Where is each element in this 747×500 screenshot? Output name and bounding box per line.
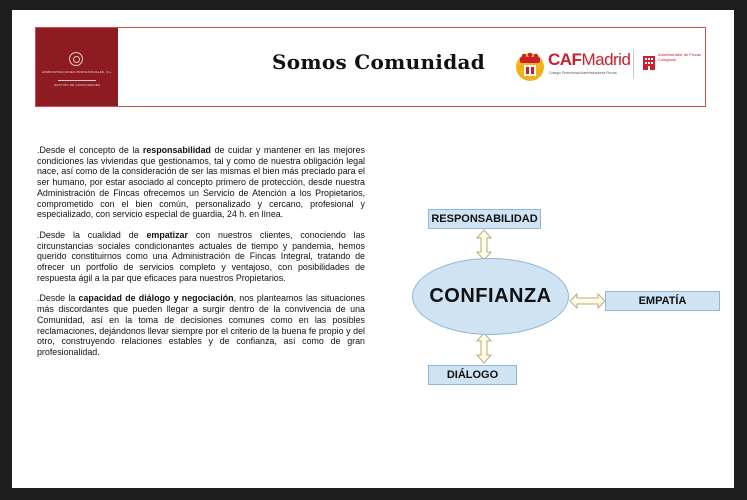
p1-post: de cuidar y mantener en las mejores condiciones las viviendas que gestionamos, tal y como de nuestra obligación legal nace, así como de la consideración de ser las mismas el bien más preciado para el ser humano, por estar asociado al concepto primero de protección, desde nuestra Administración de Fincas ofrecemos un Servicio de Atención a los Propietarios, comprometido con el bien común, personalizado y cercano, profesional y especializado, con servicio especial de guardia, 24 h. en línea. [37, 145, 365, 220]
p3-post: , nos planteamos las situaciones más discordantes que pueden llegar a surgir dentro de la convivencia de una Comunidad, así en la toma de decisiones comunes como en las posibles reclamaciones, dejándonos llevar siempre por el criterio de la buena fe propio y del otro, construyendo relaciones estables y de confianza, así como de gran profesionalidad. [37, 293, 365, 357]
caf-name-bold: CAF [548, 50, 582, 69]
p2-keyword: empatizar [146, 229, 188, 240]
arrow-bottom [477, 333, 491, 363]
p3-pre: Desde la [39, 293, 79, 304]
caf-seal-icon [512, 48, 548, 84]
logo-divider [633, 50, 634, 78]
caf-madrid-logo-text [548, 50, 630, 70]
p3-keyword: capacidad de diálogo y negociación [78, 293, 234, 304]
p2-pre: Desde la cualidad de [39, 229, 147, 240]
values-diagram [412, 195, 732, 395]
aaff-logo-text: Administrador de Fincas Colegiado [658, 52, 702, 62]
box-dialogo: DIÁLOGO [428, 365, 517, 385]
body-text [37, 145, 365, 368]
document-page [12, 10, 734, 488]
p2-post: con nuestros clientes, conociendo las circunstancias sociales condicionantes actuales de tiempo y pandemia, hemos querido constituirnos como una Administración de Fincas Integral, tratando de ofrecer un portfolio de servicios completo y ventajoso, con posibilidades de respuesta ágil a la par que eficaces para nuestros Propietarios. [37, 229, 365, 283]
brand-line-1: ADMINISTRACIONES PROFESIONALES, S.L. [42, 70, 112, 74]
brand-line-2: GESTIÓN DE COMUNIDADES [53, 83, 101, 87]
box-responsabilidad: RESPONSABILIDAD [428, 209, 541, 229]
paragraph-dialogo: .Desde la capacidad de diálogo y negociación, nos planteamos las situaciones más discordantes que pueden llegar a surgir dentro de la convivencia de una Comunidad, así en la toma de decisiones comunes como en las posibles reclamaciones, dejándonos llevar siempre por el criterio de la buena fe propio y del otro, construyendo relaciones estables y de confianza, así como de gran profesionalidad. [37, 293, 365, 357]
paragraph-responsabilidad: .Desde el concepto de la responsabilidad de cuidar y mantener en las mejores condiciones las viviendas que gestionamos, tal y como de nuestra obligación legal nace, así como de la consideración de ser las mismas el bien más preciado para el ser humano, por estar asociado al concepto primero de protección, desde nuestra Administración de Fincas ofrecemos un Servicio de Atención a los Propietarios, comprometido con el bien común, personalizado y cercano, profesional y especializado, con servicio especial de guardia, 24 h. en línea. [37, 145, 365, 220]
arrow-top [477, 230, 491, 260]
p1-pre: Desde el concepto de la [39, 145, 143, 155]
brand-divider [58, 80, 96, 81]
center-confianza: CONFIANZA [412, 258, 569, 335]
page-title: Somos Comunidad [272, 50, 486, 74]
p1-keyword: responsabilidad [142, 145, 211, 155]
brand-logo-block [36, 28, 118, 106]
caf-subtitle: Colegio Profesional Administradores Fincas [549, 71, 617, 75]
arrow-right [570, 294, 605, 308]
page-header [35, 27, 706, 107]
paragraph-empatizar: .Desde la cualidad de empatizar con nuestros clientes, conociendo las circunstancias sociales condicionantes actuales de tiempo y pandemia, hemos querido constituirnos como una Administración de Fincas Integral, tratando de ofrecer un portfolio de servicios completo y ventajoso, con posibilidades de respuesta ágil a la par que eficaces para nuestros Propietarios. [37, 229, 365, 283]
caf-name-light: Madrid [581, 50, 631, 69]
building-icon [643, 54, 655, 70]
emblem-icon [69, 52, 83, 66]
box-empatia: EMPATÍA [605, 291, 720, 311]
